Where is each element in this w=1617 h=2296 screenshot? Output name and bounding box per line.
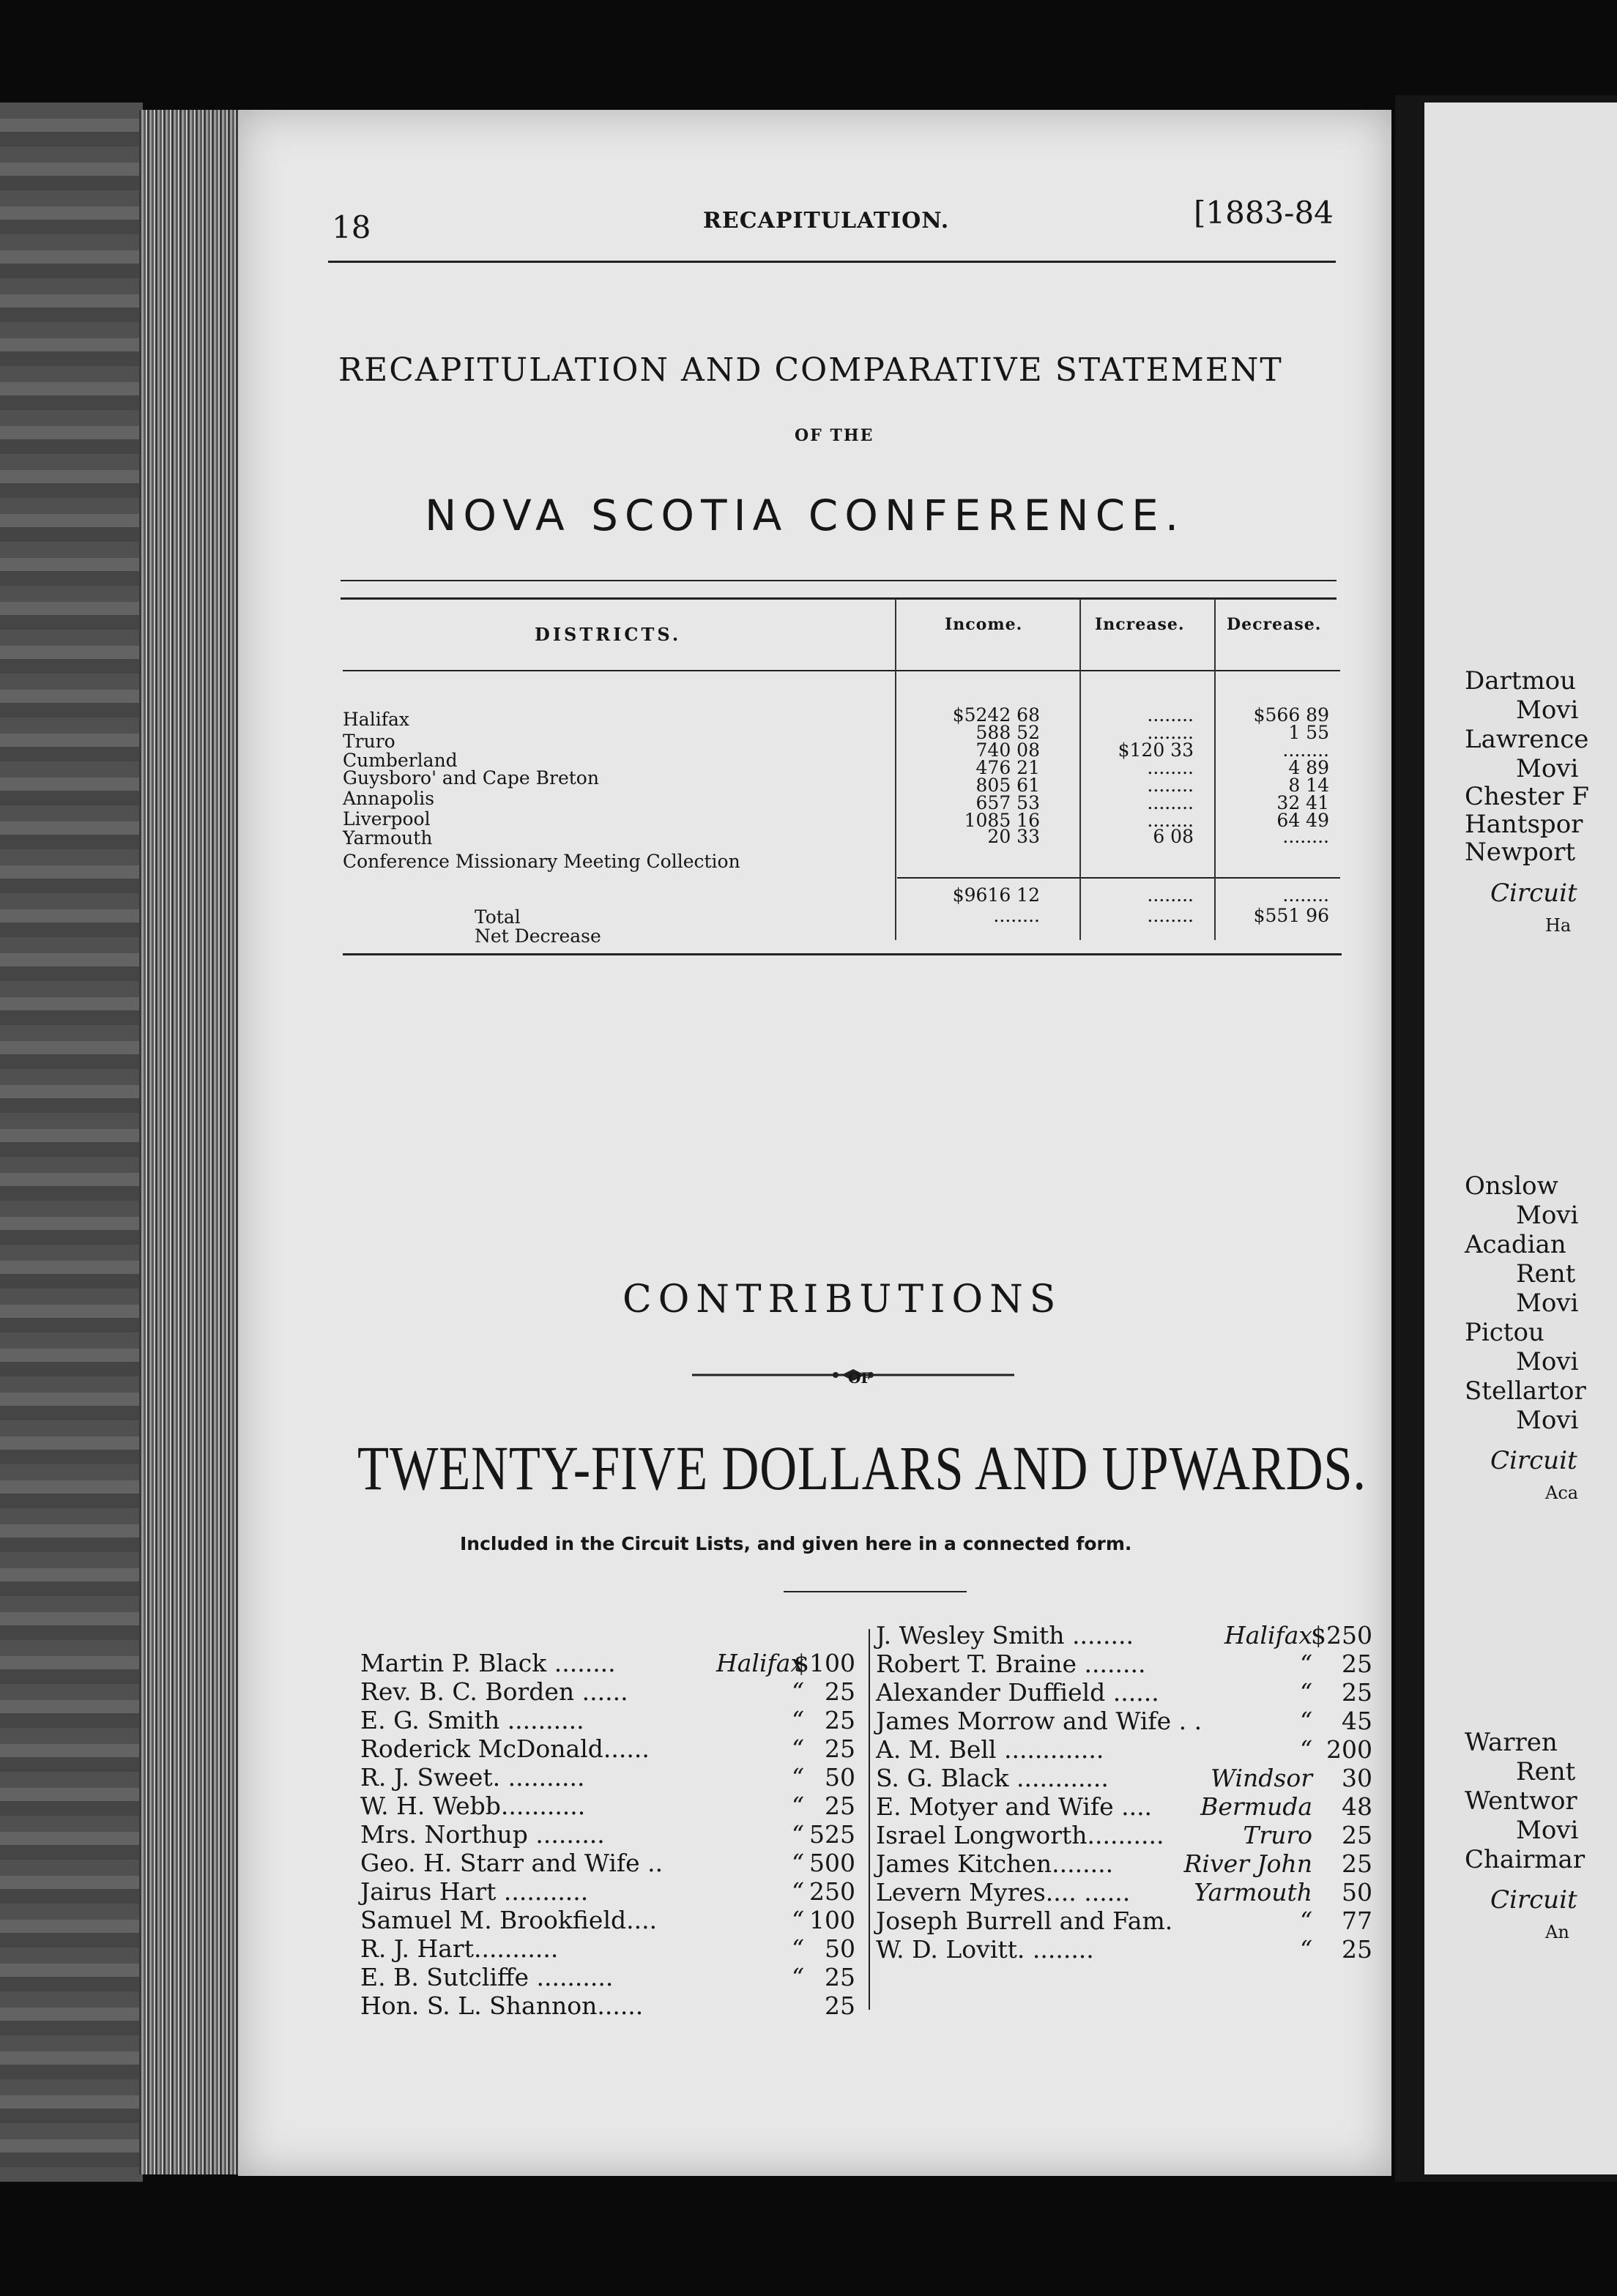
- facing-page-line: Aca: [1545, 1483, 1579, 1503]
- contributor-circuit: “: [792, 1877, 804, 1906]
- contributor-name: Robert T. Braine ........: [876, 1650, 1146, 1678]
- statement-title: RECAPITULATION AND COMPARATIVE STATEMENT: [338, 351, 1283, 389]
- contribution-amount: 25: [1342, 1678, 1372, 1707]
- contributor-circuit: “: [1300, 1906, 1312, 1935]
- district-name: Guysboro' and Cape Breton: [343, 767, 599, 789]
- page-number: 18: [332, 209, 371, 245]
- district-increase: ........: [1147, 792, 1194, 813]
- book-spine-edge: [0, 102, 143, 2182]
- contributor-name: R. J. Sweet. ..........: [360, 1763, 585, 1792]
- contributor-name: Samuel M. Brookfield....: [360, 1906, 658, 1934]
- facing-page: [1424, 102, 1617, 2174]
- statement-conference: NOVA SCOTIA CONFERENCE.: [425, 491, 1186, 540]
- facing-page-line: Newport: [1465, 838, 1576, 867]
- district-increase: 6 08: [1153, 826, 1194, 847]
- district-decrease: 4 89: [1288, 757, 1329, 778]
- district-name: Halifax: [343, 709, 409, 730]
- contributor-name: Martin P. Black ........: [360, 1649, 616, 1677]
- column-header-districts: DISTRICTS.: [535, 624, 682, 645]
- district-name: Liverpool: [343, 808, 431, 830]
- facing-page-line: Onslow: [1465, 1171, 1558, 1201]
- contribution-amount: $250: [1311, 1621, 1372, 1650]
- district-decrease: 64 49: [1276, 810, 1329, 831]
- contributor-circuit: Halifax: [715, 1649, 804, 1677]
- contribution-amount: $100: [794, 1649, 855, 1677]
- contributor-name: Mrs. Northup .........: [360, 1820, 605, 1849]
- district-name: Annapolis: [343, 788, 435, 809]
- subtitle-rule: [784, 1591, 967, 1592]
- contributor-circuit: “: [792, 1677, 804, 1706]
- contributor-circuit: “: [1300, 1650, 1312, 1678]
- contributor-circuit: Bermuda: [1200, 1792, 1312, 1821]
- contributor-name: J. Wesley Smith ........: [876, 1621, 1134, 1650]
- contributor-name: Hon. S. L. Shannon......: [360, 1991, 644, 2020]
- contributor-name: E. B. Sutcliffe ..........: [360, 1963, 614, 1991]
- contribution-amount: 25: [825, 1792, 855, 1820]
- column-header-increase: Increase.: [1095, 615, 1185, 634]
- contributor-name: Levern Myres.... ......: [876, 1878, 1131, 1906]
- net_decrease-decrease: $551 96: [1253, 905, 1329, 926]
- facing-page-line: Movi: [1516, 696, 1579, 725]
- contribution-amount: 30: [1342, 1764, 1372, 1792]
- net_decrease-increase: ........: [1147, 905, 1194, 926]
- net_decrease-income: ........: [993, 905, 1040, 926]
- column-header-decrease: Decrease.: [1227, 615, 1322, 634]
- contribution-amount: 50: [1342, 1878, 1372, 1906]
- district-increase: ........: [1147, 722, 1194, 743]
- contributor-name: Rev. B. C. Borden ......: [360, 1677, 628, 1706]
- contributor-circuit: “: [792, 1820, 804, 1849]
- contributor-name: Roderick McDonald......: [360, 1734, 650, 1763]
- contributor-circuit: “: [792, 1934, 804, 1963]
- contributor-circuit: Truro: [1243, 1821, 1312, 1849]
- table-bottom-rule: [343, 953, 1342, 955]
- district-increase: ........: [1147, 775, 1194, 796]
- page-edges: [139, 110, 242, 2174]
- contributor-name: Geo. H. Starr and Wife ..: [360, 1849, 663, 1877]
- contributions-of: OF: [848, 1369, 871, 1387]
- net_decrease-label: Net Decrease: [475, 925, 601, 947]
- contributions-subtitle: Included in the Circuit Lists, and given here in a connected form.: [460, 1533, 1132, 1554]
- contributor-circuit: Windsor: [1211, 1764, 1312, 1792]
- district-name: Truro: [343, 731, 395, 752]
- total-increase: ........: [1147, 884, 1194, 906]
- district-increase: ........: [1147, 704, 1194, 726]
- contribution-amount: 25: [825, 1991, 855, 2020]
- facing-page-line: Dartmou: [1465, 666, 1577, 696]
- facing-page-line: Rent: [1516, 1259, 1576, 1289]
- contribution-amount: 50: [825, 1763, 855, 1792]
- contribution-amount: 525: [809, 1820, 855, 1849]
- district-decrease: $566 89: [1253, 704, 1329, 726]
- contribution-amount: 25: [1342, 1935, 1372, 1964]
- contributor-name: Joseph Burrell and Fam.: [876, 1906, 1173, 1935]
- contribution-amount: 25: [825, 1963, 855, 1991]
- facing-page-line: Movi: [1516, 754, 1579, 783]
- facing-page-line: Movi: [1516, 1347, 1579, 1376]
- contribution-amount: 45: [1342, 1707, 1372, 1735]
- total-income: $9616 12: [952, 884, 1040, 906]
- table-column-divider: [1214, 599, 1216, 940]
- contributor-circuit: “: [1300, 1707, 1312, 1735]
- contribution-amount: 25: [825, 1734, 855, 1763]
- contributor-circuit: “: [792, 1734, 804, 1763]
- total-decrease: ........: [1282, 884, 1329, 906]
- contributor-name: E. G. Smith ..........: [360, 1706, 584, 1734]
- contributor-name: A. M. Bell .............: [876, 1735, 1104, 1764]
- contributor-circuit: “: [1300, 1735, 1312, 1764]
- district-income: 1085 16: [964, 810, 1040, 831]
- contribution-amount: 25: [825, 1677, 855, 1706]
- contribution-amount: 50: [825, 1934, 855, 1963]
- contributor-name: Alexander Duffield ......: [876, 1678, 1159, 1707]
- contributions-heading: TWENTY-FIVE DOLLARS AND UPWARDS.: [357, 1433, 1367, 1503]
- district-name: Conference Missionary Meeting Collection: [343, 851, 740, 872]
- facing-page-line: Ha: [1545, 915, 1572, 936]
- total-label: Total: [475, 906, 521, 928]
- contribution-amount: 200: [1326, 1735, 1372, 1764]
- contributor-circuit: “: [792, 1706, 804, 1734]
- district-income: 740 08: [975, 739, 1040, 761]
- contribution-amount: 25: [1342, 1650, 1372, 1678]
- contributor-circuit: “: [792, 1906, 804, 1934]
- district-income: 805 61: [975, 775, 1040, 796]
- column-header-income: Income.: [945, 615, 1023, 634]
- district-income: 20 33: [987, 826, 1040, 847]
- district-income: 476 21: [975, 757, 1040, 778]
- facing-page-line: Circuit: [1490, 1446, 1577, 1475]
- contributor-name: S. G. Black ............: [876, 1764, 1109, 1792]
- facing-page-line: Hantspor: [1465, 810, 1583, 839]
- contribution-amount: 25: [1342, 1821, 1372, 1849]
- contributor-name: R. J. Hart...........: [360, 1934, 559, 1963]
- contributor-circuit: “: [792, 1963, 804, 1991]
- contributor-name: James Morrow and Wife . .: [876, 1707, 1202, 1735]
- contributor-circuit: Halifax: [1224, 1621, 1312, 1650]
- facing-page-line: Movi: [1516, 1289, 1579, 1318]
- facing-page-line: Circuit: [1490, 1885, 1577, 1915]
- contributor-name: Jairus Hart ...........: [360, 1877, 589, 1906]
- facing-page-line: Movi: [1516, 1201, 1579, 1230]
- contribution-amount: 25: [825, 1706, 855, 1734]
- contributor-circuit: River John: [1183, 1849, 1312, 1878]
- facing-page-line: Movi: [1516, 1406, 1579, 1435]
- district-decrease: ........: [1282, 826, 1329, 847]
- facing-page-line: Circuit: [1490, 879, 1577, 908]
- contributor-name: Israel Longworth..........: [876, 1821, 1164, 1849]
- table-header-rule: [343, 670, 1340, 671]
- district-decrease: ........: [1282, 739, 1329, 761]
- contribution-amount: 77: [1342, 1906, 1372, 1935]
- district-income: 588 52: [975, 722, 1040, 743]
- facing-page-line: Rent: [1516, 1757, 1576, 1786]
- facing-page-line: Movi: [1516, 1816, 1579, 1845]
- facing-page-line: Stellartor: [1465, 1376, 1586, 1406]
- district-name: Cumberland: [343, 750, 458, 771]
- facing-page-line: Pictou: [1465, 1318, 1544, 1347]
- facing-page-line: Acadian: [1465, 1230, 1566, 1259]
- district-increase: $120 33: [1118, 739, 1194, 761]
- district-increase: ........: [1147, 810, 1194, 831]
- contribution-amount: 100: [809, 1906, 855, 1934]
- contribution-amount: 250: [809, 1877, 855, 1906]
- contributor-name: E. Motyer and Wife ....: [876, 1792, 1153, 1821]
- contribution-amount: 25: [1342, 1849, 1372, 1878]
- contributor-name: James Kitchen........: [876, 1849, 1114, 1878]
- table-column-divider: [1079, 599, 1081, 940]
- contribution-amount: 48: [1342, 1792, 1372, 1821]
- contributor-circuit: “: [792, 1792, 804, 1820]
- contribution-amount: 500: [809, 1849, 855, 1877]
- district-decrease: 32 41: [1276, 792, 1329, 813]
- district-name: Yarmouth: [343, 827, 433, 849]
- district-decrease: 8 14: [1288, 775, 1329, 796]
- statement-of-the: OF THE: [795, 426, 874, 445]
- facing-page-line: An: [1545, 1922, 1569, 1942]
- table-column-divider: [895, 599, 896, 940]
- contributions-column-divider: [869, 1629, 870, 2010]
- district-decrease: 1 55: [1288, 722, 1329, 743]
- header-rule: [328, 261, 1336, 263]
- facing-page-line: Chairmar: [1465, 1845, 1586, 1874]
- district-income: $5242 68: [952, 704, 1040, 726]
- year-range: [1883-84: [1194, 195, 1334, 231]
- facing-page-line: Wentwor: [1465, 1786, 1577, 1816]
- table-top-rule: [341, 580, 1337, 581]
- running-title: RECAPITULATION.: [703, 208, 950, 234]
- contributor-circuit: “: [1300, 1935, 1312, 1964]
- contributor-name: W. H. Webb...........: [360, 1792, 586, 1820]
- contributor-name: W. D. Lovitt. ........: [876, 1935, 1094, 1964]
- facing-page-line: Warren: [1465, 1728, 1558, 1757]
- table-total-rule: [897, 877, 1340, 879]
- contributions-title: CONTRIBUTIONS: [622, 1278, 1063, 1322]
- table-top-rule-2: [341, 597, 1337, 600]
- district-income: 657 53: [975, 792, 1040, 813]
- facing-page-line: Lawrence: [1465, 725, 1589, 754]
- contributor-circuit: Yarmouth: [1194, 1878, 1312, 1906]
- contributor-circuit: “: [792, 1763, 804, 1792]
- facing-page-line: Chester F: [1465, 782, 1589, 811]
- contributor-circuit: “: [792, 1849, 804, 1877]
- district-increase: ........: [1147, 757, 1194, 778]
- contributor-circuit: “: [1300, 1678, 1312, 1707]
